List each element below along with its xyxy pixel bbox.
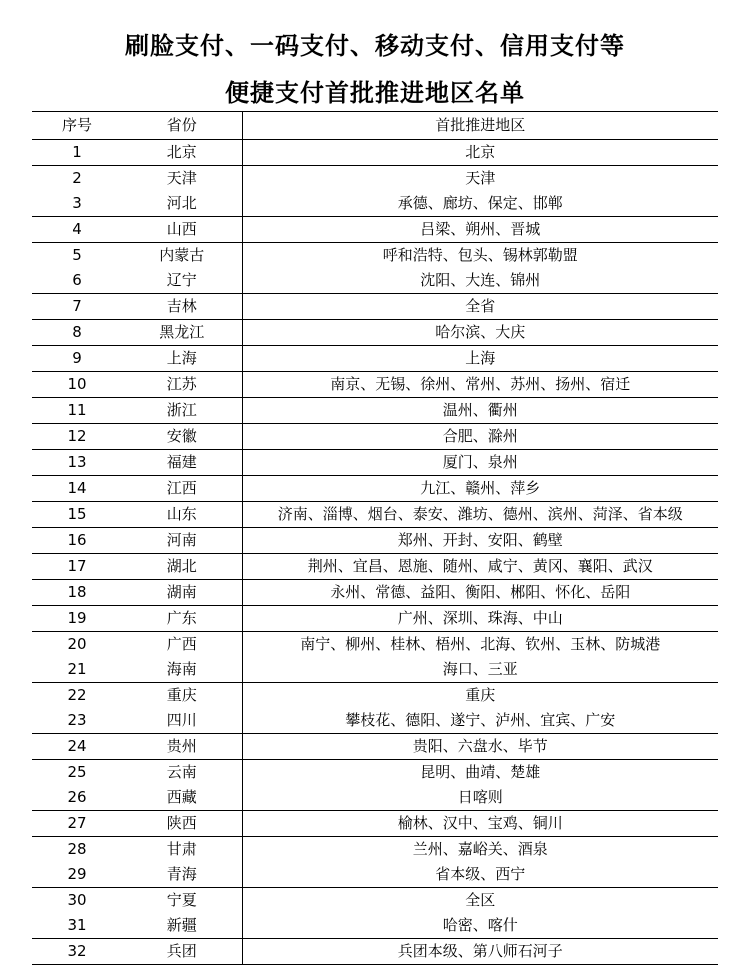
row-areas: 省本级、西宁 xyxy=(242,862,718,888)
table-row xyxy=(32,811,718,837)
row-province: 福建 xyxy=(122,450,242,476)
row-areas: 温州、衢州 xyxy=(242,398,718,424)
row-areas: 郑州、开封、安阳、鹤壁 xyxy=(242,528,718,554)
row-number: 20 xyxy=(67,635,87,653)
row-number: 29 xyxy=(32,862,122,888)
row-areas: 日喀则 xyxy=(242,785,718,811)
table-row xyxy=(32,683,718,709)
row-number: 14 xyxy=(32,476,122,502)
row-areas: 全区 xyxy=(242,888,718,914)
table-row xyxy=(32,372,718,398)
row-number: 10 xyxy=(32,372,122,398)
row-number: 22 xyxy=(67,686,87,704)
row-province: 湖北 xyxy=(122,554,242,580)
row-province: 河北 xyxy=(122,191,242,217)
row-number: 17 xyxy=(32,554,122,580)
table-row xyxy=(32,913,718,939)
table-row xyxy=(32,939,718,965)
row-number: 13 xyxy=(32,450,122,476)
row-number: 4 xyxy=(32,217,122,243)
row-areas: 南京、无锡、徐州、常州、苏州、扬州、宿迁 xyxy=(242,372,718,398)
row-province: 重庆 xyxy=(166,686,197,704)
row-areas: 沈阳、大连、锦州 xyxy=(242,268,718,294)
row-areas: 广州、深圳、珠海、中山 xyxy=(242,606,718,632)
row-number: 24 xyxy=(32,734,122,760)
row-areas: 海口、三亚 xyxy=(242,657,718,683)
row-areas: 吕梁、朔州、晋城 xyxy=(242,217,718,243)
row-areas: 厦门、泉州 xyxy=(242,450,718,476)
row-areas: 九江、赣州、萍乡 xyxy=(242,476,718,502)
table-row xyxy=(32,657,718,683)
row-number: 16 xyxy=(32,528,122,554)
row-province: 湖南 xyxy=(122,580,242,606)
row-areas: 荆州、宜昌、恩施、随州、咸宁、黄冈、襄阳、武汉 xyxy=(242,554,718,580)
row-number: 18 xyxy=(32,580,122,606)
region-table xyxy=(32,111,718,965)
row-areas: 重庆 xyxy=(242,683,718,709)
row-province: 内蒙古 xyxy=(159,246,205,264)
row-province: 新疆 xyxy=(122,913,242,939)
row-number: 12 xyxy=(32,424,122,450)
table-row xyxy=(32,320,718,346)
row-province: 吉林 xyxy=(122,294,242,320)
row-province: 陕西 xyxy=(122,811,242,837)
table-row xyxy=(32,632,718,658)
row-areas: 榆林、汉中、宝鸡、铜川 xyxy=(242,811,718,837)
row-number: 25 xyxy=(67,763,87,781)
row-number: 2 xyxy=(72,169,82,187)
table-row xyxy=(32,734,718,760)
row-province: 海南 xyxy=(122,657,242,683)
row-province: 安徽 xyxy=(122,424,242,450)
row-province: 山西 xyxy=(122,217,242,243)
table-row xyxy=(32,862,718,888)
table-row xyxy=(32,785,718,811)
table-row xyxy=(32,268,718,294)
table-row xyxy=(32,888,718,914)
table-row xyxy=(32,580,718,606)
table-row xyxy=(32,554,718,580)
table-row xyxy=(32,837,718,863)
row-areas: 永州、常德、益阳、衡阳、郴阳、怀化、岳阳 xyxy=(242,580,718,606)
row-province: 广东 xyxy=(122,606,242,632)
row-province: 浙江 xyxy=(122,398,242,424)
table-row xyxy=(32,243,718,269)
row-areas: 天津 xyxy=(242,166,718,192)
row-number: 26 xyxy=(32,785,122,811)
row-number: 7 xyxy=(32,294,122,320)
table-body xyxy=(32,140,718,965)
row-number: 31 xyxy=(32,913,122,939)
row-number: 19 xyxy=(32,606,122,632)
row-number: 3 xyxy=(32,191,122,217)
row-areas: 贵阳、六盘水、毕节 xyxy=(242,734,718,760)
row-number: 21 xyxy=(32,657,122,683)
row-areas: 哈尔滨、大庆 xyxy=(242,320,718,346)
row-number: 27 xyxy=(32,811,122,837)
row-province: 上海 xyxy=(122,346,242,372)
row-number: 32 xyxy=(32,939,122,965)
table-row xyxy=(32,528,718,554)
row-province: 北京 xyxy=(122,140,242,166)
row-number: 8 xyxy=(32,320,122,346)
row-province: 黑龙江 xyxy=(122,320,242,346)
table-row xyxy=(32,424,718,450)
table-row xyxy=(32,502,718,528)
page-title-line-2: 便捷支付首批推进地区名单 xyxy=(225,78,525,107)
table-row xyxy=(32,450,718,476)
row-number: 5 xyxy=(72,246,82,264)
table-row xyxy=(32,708,718,734)
row-areas: 济南、淄博、烟台、泰安、潍坊、德州、滨州、菏泽、省本级 xyxy=(242,502,718,528)
row-province: 四川 xyxy=(122,708,242,734)
header-areas: 首批推进地区 xyxy=(242,112,718,140)
row-province: 江西 xyxy=(122,476,242,502)
table-row xyxy=(32,398,718,424)
row-areas: 哈密、喀什 xyxy=(242,913,718,939)
row-number: 28 xyxy=(67,840,87,858)
row-province: 山东 xyxy=(122,502,242,528)
table-row xyxy=(32,166,718,192)
row-province: 贵州 xyxy=(122,734,242,760)
row-areas: 全省 xyxy=(242,294,718,320)
row-number: 23 xyxy=(32,708,122,734)
row-areas: 承德、廊坊、保定、邯郸 xyxy=(242,191,718,217)
row-number: 6 xyxy=(32,268,122,294)
table-header-row xyxy=(32,112,718,140)
row-province: 兵团 xyxy=(122,939,242,965)
row-areas: 南宁、柳州、桂林、梧州、北海、钦州、玉林、防城港 xyxy=(242,632,718,658)
table-row xyxy=(32,191,718,217)
table-row xyxy=(32,476,718,502)
row-province: 西藏 xyxy=(122,785,242,811)
row-province: 天津 xyxy=(166,169,197,187)
row-province: 甘肃 xyxy=(166,840,197,858)
table-row xyxy=(32,606,718,632)
row-province: 江苏 xyxy=(122,372,242,398)
row-number: 30 xyxy=(67,891,87,909)
row-areas: 呼和浩特、包头、锡林郭勒盟 xyxy=(242,243,718,269)
row-areas: 昆明、曲靖、楚雄 xyxy=(242,760,718,786)
row-province: 辽宁 xyxy=(122,268,242,294)
row-number: 9 xyxy=(32,346,122,372)
row-number: 15 xyxy=(32,502,122,528)
row-areas: 合肥、滁州 xyxy=(242,424,718,450)
page-title-line-1: 刷脸支付、一码支付、移动支付、信用支付等 xyxy=(125,31,625,60)
header-province: 省份 xyxy=(122,112,242,140)
table-row xyxy=(32,140,718,166)
row-province: 青海 xyxy=(122,862,242,888)
table-row xyxy=(32,760,718,786)
table-row xyxy=(32,217,718,243)
row-areas: 兵团本级、第八师石河子 xyxy=(242,939,718,965)
row-areas: 兰州、嘉峪关、酒泉 xyxy=(242,837,718,863)
row-areas: 北京 xyxy=(242,140,718,166)
row-province: 河南 xyxy=(122,528,242,554)
table-row xyxy=(32,294,718,320)
table-row xyxy=(32,346,718,372)
header-no: 序号 xyxy=(32,112,122,140)
row-areas: 上海 xyxy=(242,346,718,372)
row-areas: 攀枝花、德阳、遂宁、泸州、宜宾、广安 xyxy=(242,708,718,734)
row-number: 11 xyxy=(32,398,122,424)
row-province: 广西 xyxy=(166,635,197,653)
row-number: 1 xyxy=(32,140,122,166)
row-province: 宁夏 xyxy=(166,891,197,909)
row-province: 云南 xyxy=(166,763,197,781)
